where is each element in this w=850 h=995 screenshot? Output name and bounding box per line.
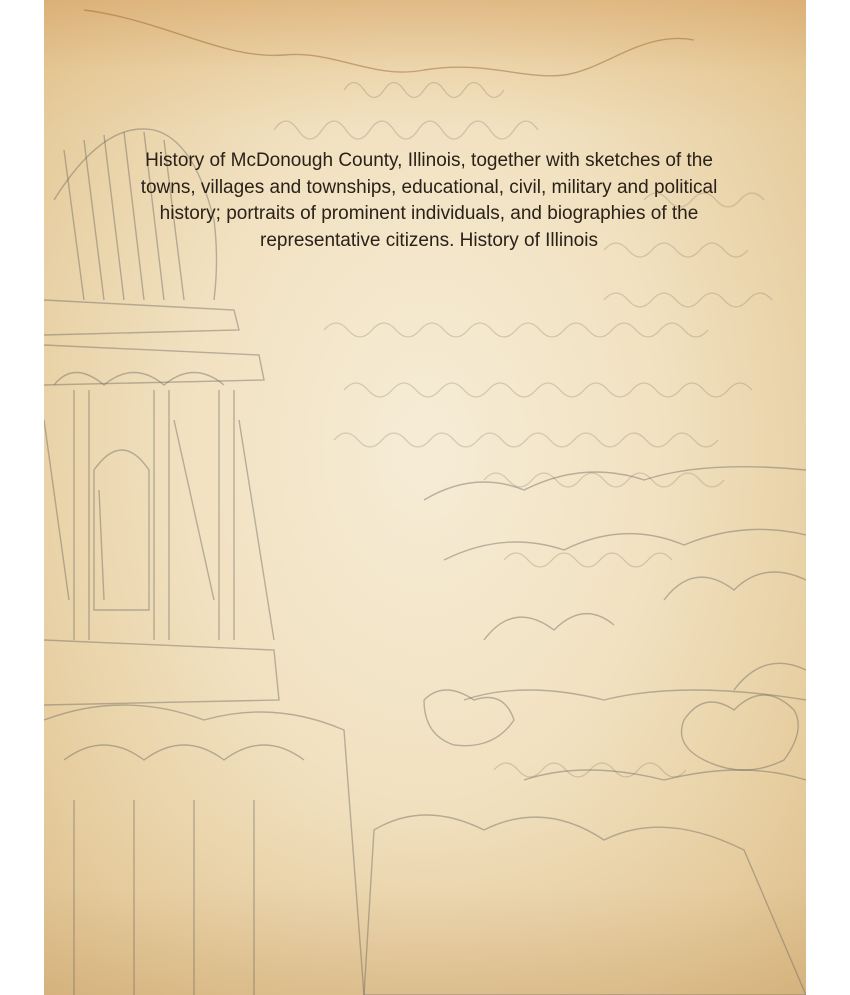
book-title: History of McDonough County, Illinois, together with sketches of the towns, villages and townships, educational, civil, military and political history; portraits of prominent individuals, and biographies of the representative citizens. History of Illinois [140,150,718,251]
book-cover [44,0,806,995]
